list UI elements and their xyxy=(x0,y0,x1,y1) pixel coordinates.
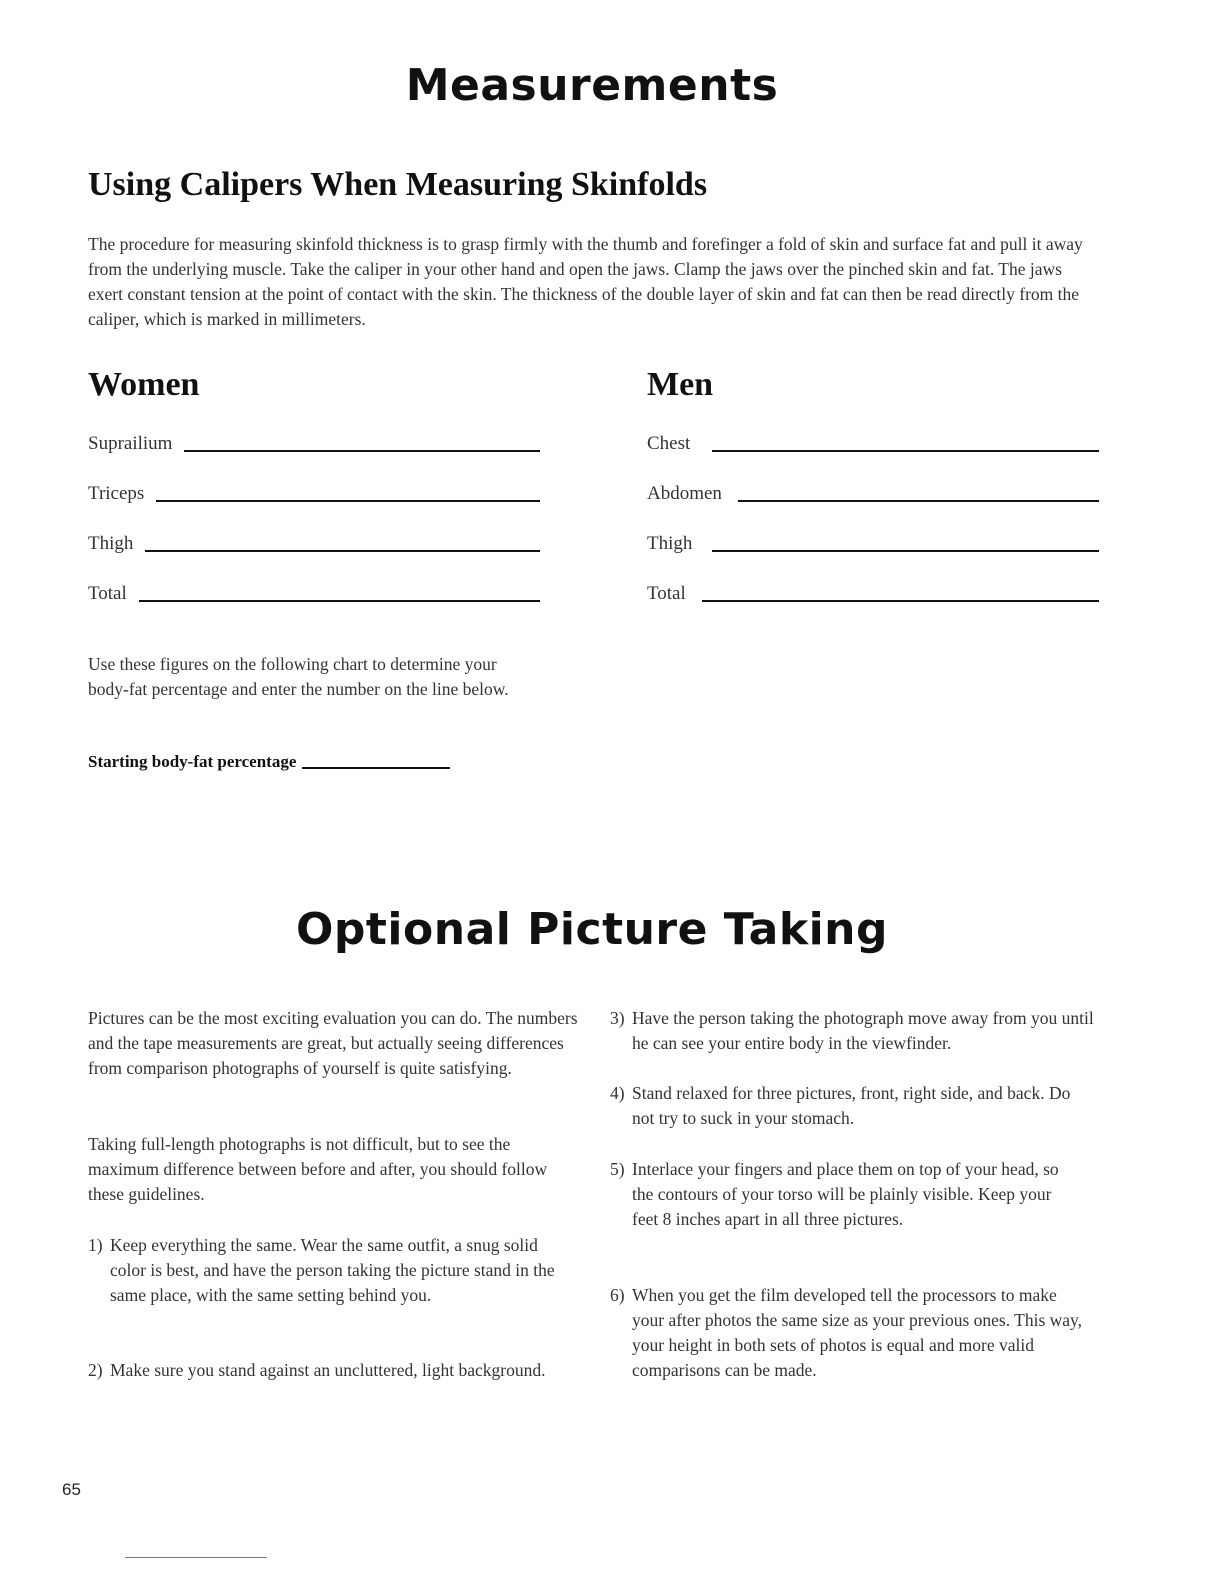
women-triceps-field[interactable] xyxy=(88,478,540,504)
list-item xyxy=(88,1233,568,1308)
men-abdomen-field[interactable] xyxy=(647,478,1099,504)
women-total-field[interactable] xyxy=(88,578,540,604)
list-text: Have the person taking the photograph move away from you until he can see your entire body in the viewfinder. xyxy=(632,1008,1094,1053)
list-item xyxy=(610,1006,1100,1056)
field-label: Total xyxy=(88,583,127,604)
list-text: Stand relaxed for three pictures, front, right side, and back. Do not try to suck in your stomach. xyxy=(632,1083,1071,1128)
entry-line[interactable] xyxy=(712,450,1099,452)
women-thigh-field[interactable] xyxy=(88,528,540,554)
field-label: Thigh xyxy=(88,533,134,554)
men-total-field[interactable] xyxy=(647,578,1099,604)
page-number: 65 xyxy=(62,1480,81,1499)
list-text: Make sure you stand against an uncluttered, light background. xyxy=(110,1360,546,1380)
field-label: Abdomen xyxy=(647,483,722,504)
list-item xyxy=(88,1358,568,1383)
field-label: Total xyxy=(647,583,686,604)
entry-line[interactable] xyxy=(302,767,450,769)
entry-line[interactable] xyxy=(702,600,1099,602)
calipers-intro: The procedure for measuring skinfold thickness is to grasp firmly with the thumb and forefinger a fold of skin and surface fat and pull it away from the underlying muscle. Take the caliper in your other hand and open the jaws. Clamp the jaws over the pinched skin and fat. The jaws exert constant tension at the point of contact with the skin. The thickness of the double layer of skin and fat can then be read directly from the caliper, which is marked in millimeters. xyxy=(88,234,1083,329)
list-number: 1) xyxy=(88,1235,103,1255)
list-text: Interlace your fingers and place them on top of your head, so the contours of your torso will be plainly visible. Keep your feet 8 inches apart in all three pictures. xyxy=(632,1159,1059,1229)
men-thigh-field[interactable] xyxy=(647,528,1099,554)
women-heading: Women xyxy=(88,366,200,403)
women-suprailium-field[interactable] xyxy=(88,428,540,454)
list-number: 2) xyxy=(88,1360,103,1380)
list-text: Keep everything the same. Wear the same outfit, a snug solid color is best, and have the person taking the picture stand in the same place, with the same setting behind you. xyxy=(110,1235,555,1305)
list-number: 5) xyxy=(610,1159,625,1179)
field-label: Triceps xyxy=(88,483,145,504)
entry-line[interactable] xyxy=(156,500,540,502)
body-fat-field[interactable] xyxy=(88,752,450,772)
body-fat-label: Starting body-fat percentage xyxy=(88,752,297,771)
field-label: Suprailium xyxy=(88,433,173,454)
entry-line[interactable] xyxy=(738,500,1099,502)
men-chest-field[interactable] xyxy=(647,428,1099,454)
measurements-title: Measurements xyxy=(405,60,779,111)
field-label: Thigh xyxy=(647,533,693,554)
picture-taking-title: Optional Picture Taking xyxy=(296,904,888,955)
entry-line[interactable] xyxy=(139,600,540,602)
entry-line[interactable] xyxy=(712,550,1099,552)
field-label: Chest xyxy=(647,433,691,454)
calipers-heading: Using Calipers When Measuring Skinfolds xyxy=(88,166,708,203)
footer-rule xyxy=(125,1557,267,1558)
pictures-guidelines-intro: Taking full-length photographs is not difficult, but to see the maximum difference between before and after, you should follow these guidelines. xyxy=(88,1134,548,1204)
list-item xyxy=(610,1081,1080,1131)
chart-instruction: Use these figures on the following chart to determine your body-fat percentage and enter the number on the line below. xyxy=(88,654,509,699)
list-item xyxy=(610,1283,1090,1383)
list-number: 6) xyxy=(610,1285,625,1305)
entry-line[interactable] xyxy=(145,550,540,552)
pictures-intro: Pictures can be the most exciting evaluation you can do. The numbers and the tape measurements are great, but actually seeing differences from comparison photographs of yourself is quite satisfying. xyxy=(88,1008,578,1078)
list-text: When you get the film developed tell the processors to make your after photos the same size as your previous ones. This way, your height in both sets of photos is equal and more valid comparisons can be made. xyxy=(632,1285,1083,1380)
list-number: 4) xyxy=(610,1083,625,1103)
list-number: 3) xyxy=(610,1008,625,1028)
men-heading: Men xyxy=(647,366,714,403)
entry-line[interactable] xyxy=(184,450,540,452)
list-item xyxy=(610,1157,1070,1232)
